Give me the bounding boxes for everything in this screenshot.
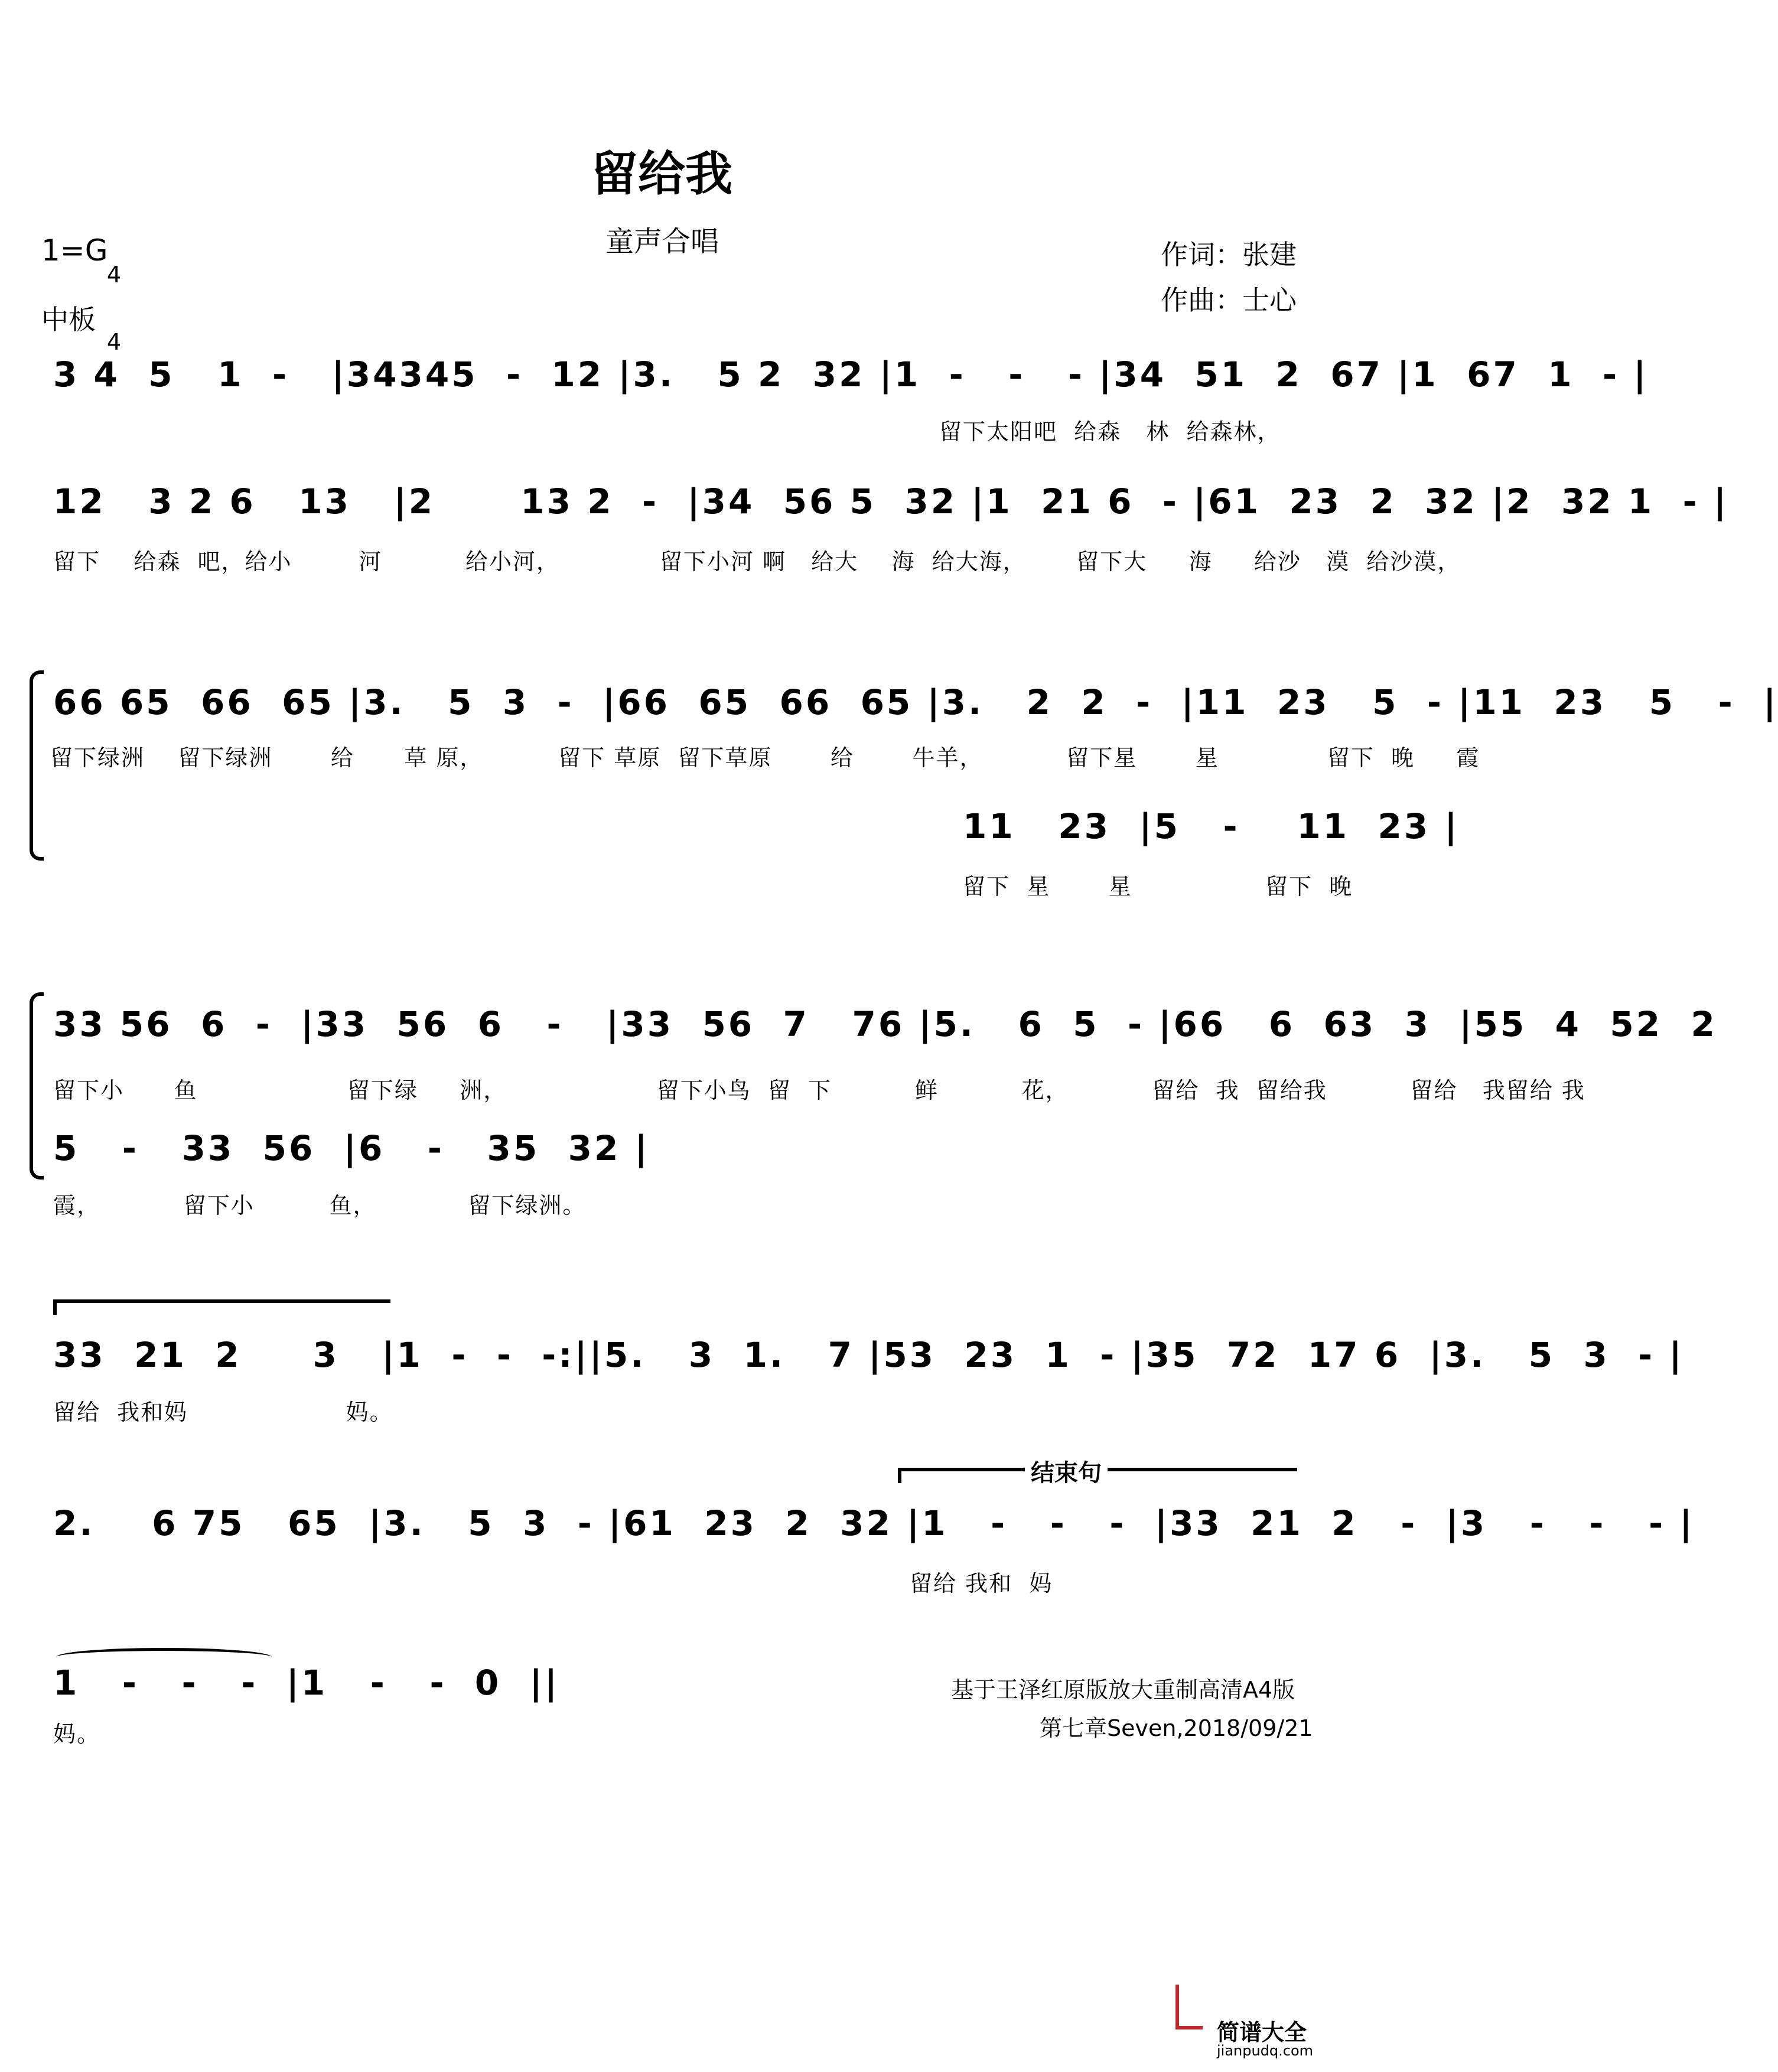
lyric-line: 留下绿洲 留下绿洲 给 草 原， 留下 草原 留下草原 给 牛羊， 留下星 星 留下 晚 霞 — [50, 745, 1480, 771]
lyric-line: 留给 我和妈 妈。 — [53, 1399, 393, 1425]
voice-brace — [30, 992, 44, 1180]
ending-label: 结束句 — [1025, 1454, 1108, 1488]
key-signature: 1=G — [41, 233, 108, 268]
lyricist: 作词：张建 — [1161, 239, 1297, 271]
lyric-line: 留下小 鱼 留下绿 洲， 留下小鸟 留 下 鲜 花， 留给 我 留给我 留给 我留给 我 — [53, 1077, 1585, 1103]
notation-line: 5 - 33 56 |6 - 35 32 | — [53, 1128, 650, 1168]
song-title: 留给我 — [591, 146, 732, 201]
footer-credit: 第七章Seven,2018/09/21 — [1040, 1715, 1313, 1741]
watermark-logo — [1175, 1985, 1335, 2061]
lyric-line: 霞， 留下小 鱼， 留下绿洲。 — [53, 1193, 587, 1219]
lyric-line: 留下 给森 吧，给小 河 给小河， 留下小河 啊 给大 海 给大海， 留下大 海 给沙 漠 给沙漠， — [53, 549, 1461, 575]
watermark-url: jianpudq.com — [1217, 2042, 1314, 2059]
notation-line: 2. 6 75 65 |3. 5 3 - |61 23 2 32 |1 - - - |33 21 2 - |3 - - - | — [53, 1503, 1695, 1543]
notation-line: 11 23 |5 - 11 23 | — [963, 806, 1460, 846]
lyric-line: 留下 星 星 留下 晚 — [963, 874, 1353, 900]
notation-line: 1 - - - |1 - - 0 || — [53, 1663, 560, 1703]
time-signature — [105, 219, 123, 376]
notation-line: 33 21 2 3 |1 - - -:||5. 3 1. 7 |53 23 1 - |35 72 17 6 |3. 5 3 - | — [53, 1335, 1684, 1375]
meter-bottom: 4 — [106, 329, 122, 355]
voice-brace — [30, 670, 44, 861]
tempo-marking: 中板 — [41, 304, 96, 335]
notation-line: 12 3 2 6 13 |2 13 2 - |34 56 5 32 |1 21 6 - |61 23 2 32 |2 32 1 - | — [53, 481, 1729, 522]
song-subtitle: 童声合唱 — [605, 225, 719, 258]
notation-line: 3 4 5 1 - |34345 - 12 |3. 5 2 32 |1 - - - |34 51 2 67 |1 67 1 - | — [53, 354, 1649, 395]
footer-note: 基于王泽红原版放大重制高清A4版 — [951, 1677, 1295, 1703]
lyric-line: 留下太阳吧 给森 林 给森林， — [939, 419, 1281, 445]
volta-bracket — [53, 1299, 390, 1315]
composer: 作曲：士心 — [1161, 284, 1297, 316]
notation-line: 33 56 6 - |33 56 6 - |33 56 7 76 |5. 6 5 - |66 6 63 3 |55 4 52 2 — [53, 1004, 1717, 1044]
notation-line: 66 65 66 65 |3. 5 3 - |66 65 66 65 |3. 2 2 - |11 23 5 - |11 23 5 - | — [53, 682, 1778, 722]
meter-top: 4 — [106, 262, 122, 288]
lyric-line: 妈。 — [53, 1721, 101, 1747]
watermark-text: 简谱大全 — [1217, 2019, 1307, 2045]
lyric-line: 留给 我和 妈 — [910, 1571, 1053, 1597]
piano-icon — [1175, 1985, 1203, 2029]
